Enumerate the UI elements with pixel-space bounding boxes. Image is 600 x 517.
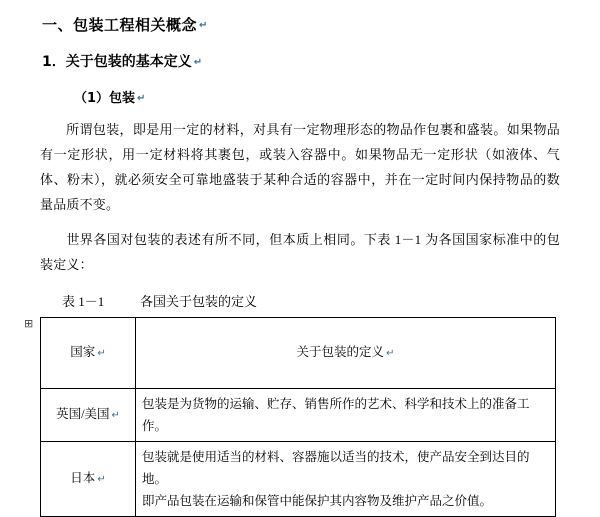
- paragraph-mark-icon: ↵: [386, 347, 395, 359]
- paragraph-text: 所谓包装，即是用一定的材料，对具有一定物理形态的物品作包裹和盛装。如果物品有一定形状，用一定材料将其裹包，或装入容器中。如果物品无一定形状（如液体、气体、粉末），就必须安全可靠地盛装于某种合适的容器中，并在一定时间内保持物品的数量品质不变。: [40, 122, 560, 212]
- table-container: [0, 317, 600, 517]
- table-header-country: 国家 ↵: [41, 318, 136, 389]
- body-paragraph: [40, 117, 560, 217]
- paragraph-mark-icon: ↵: [199, 20, 208, 31]
- table-cell-country: 日本 ↵: [41, 442, 136, 517]
- table-cell-definition: 包装就是使用适当的材料、容器施以适当的技术，使产品安全到达目的地。 即产品包装在运输和保管中能保护其内容物及维护产品之价值。: [136, 442, 556, 517]
- subsection-heading: （1）包装 ↵: [74, 91, 146, 106]
- table-cell-country: 英国/美国 ↵: [41, 389, 136, 442]
- table-row: [41, 389, 556, 442]
- table-row: [41, 442, 556, 517]
- table-anchor-icon: ⊞: [24, 317, 34, 330]
- table-header-row: [41, 318, 556, 389]
- paragraph-mark-icon: ↵: [97, 347, 106, 359]
- page-title: 一、包装工程相关概念 ↵: [42, 16, 208, 34]
- section-heading: 1．关于包装的基本定义 ↵: [42, 54, 203, 70]
- paragraph-mark-icon: ↵: [97, 473, 106, 485]
- heading-section: [0, 0, 600, 35]
- heading-2-section: [0, 35, 600, 71]
- paragraph-text: 世界各国对包装的表述有所不同，但本质上相同。下表 1－1 为各国国家标准中的包装定义：: [40, 232, 560, 272]
- table-header-definition: 关于包装的定义 ↵: [136, 318, 556, 389]
- heading-3-section: [0, 71, 600, 107]
- table-caption-title: 各国关于包装的定义: [140, 294, 258, 309]
- packaging-definitions-table: [40, 317, 556, 517]
- paragraph-mark-icon: ↵: [111, 409, 120, 421]
- table-caption: [0, 291, 600, 311]
- paragraph-mark-icon: ↵: [137, 93, 146, 104]
- body-paragraph: [40, 227, 560, 277]
- table-caption-number: 表 1－1: [62, 294, 105, 309]
- table-cell-definition: 包装是为货物的运输、贮存、销售所作的艺术、科学和技术上的准备工作。: [136, 389, 556, 442]
- paragraph-mark-icon: ↵: [193, 56, 203, 68]
